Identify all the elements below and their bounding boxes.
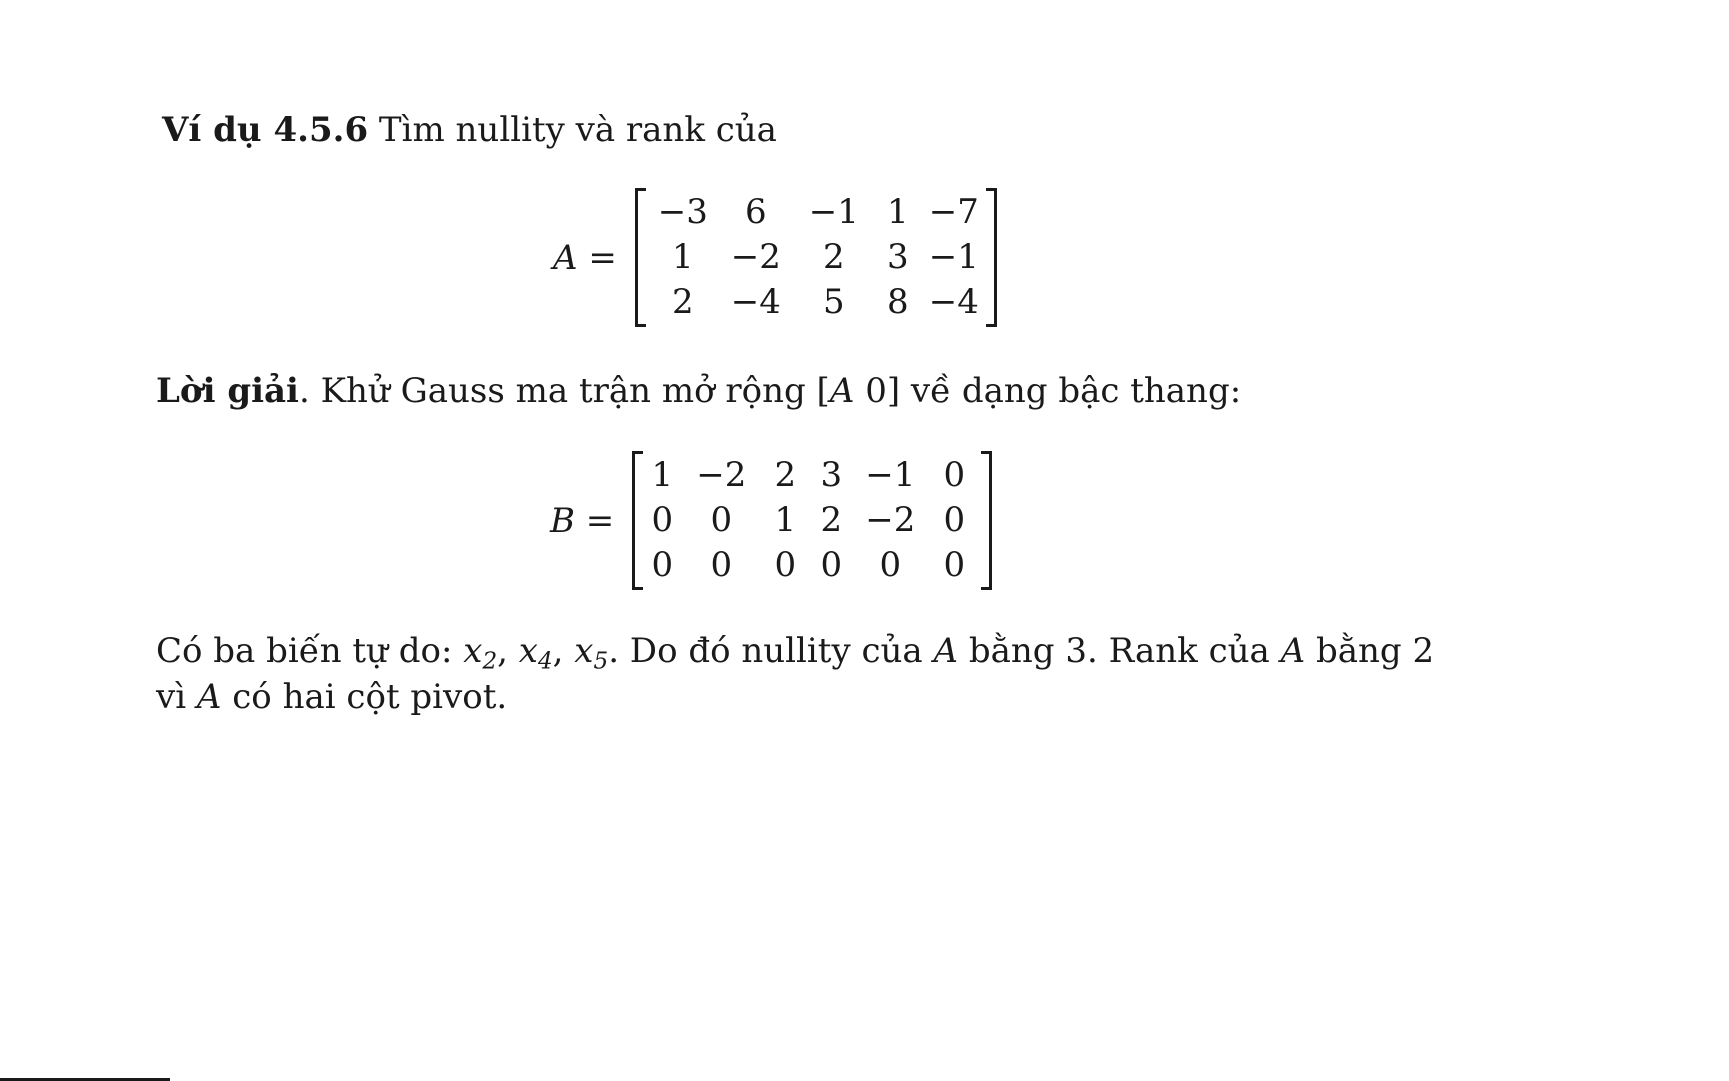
matrix-a-cell-r1-c2: 6 (745, 192, 767, 232)
conclusion-var-3: A (196, 677, 222, 717)
conclusion-text-a: Có ba biến tự do: (156, 631, 464, 671)
matrix-b-cell-r1-c2: −2 (696, 455, 747, 495)
conclusion-line-1: Có ba biến tự do: $x_2$, $x_4$, $x_5$. Do đó nullity của A bằng 3. Rank của A bằng 2 (156, 631, 1435, 675)
matrix-b-cell-r3-c5: 0 (879, 545, 902, 585)
solution-text-after: 0] về dạng bậc thang: (854, 371, 1242, 411)
matrix-b-cell-r2-c3: 1 (774, 500, 797, 540)
matrix-a-cell-r3-c5: −4 (928, 282, 979, 322)
matrix-b-cell-r1-c3: 2 (774, 455, 797, 495)
matrix-a (635, 188, 997, 327)
matrix-a-cell-r1-c1: −3 (657, 192, 708, 232)
matrix-a-cell-r1-c5: −7 (928, 192, 979, 232)
conclusion-text-d: bằng 2 (1305, 631, 1435, 671)
matrix-a-cell-r3-c3: 5 (823, 282, 845, 322)
conclusion-var-1: A (933, 631, 959, 671)
example-label: Ví dụ 4.5.6 (162, 110, 369, 150)
matrix-b-cell-r2-c6: 0 (943, 500, 966, 540)
matrix-a-cell-r2-c2: −2 (730, 237, 781, 277)
solution-line (156, 371, 1242, 411)
matrix-a-cell-r3-c2: −4 (730, 282, 781, 322)
conclusion-text-f: có hai cột pivot. (221, 677, 508, 717)
matrix-a-lhs: A = (553, 237, 617, 278)
conclusion-text-b: . Do đó nullity của (608, 631, 934, 671)
example-text: Tìm nullity và rank của (378, 110, 777, 150)
matrix-a-cell-r2-c3: 2 (823, 237, 845, 277)
free-var-3: $x_5$ (574, 631, 609, 675)
conclusion-text-e: vì (156, 677, 197, 717)
matrix-b-cell-r2-c2: 0 (710, 500, 733, 540)
solution-label: Lời giải (156, 371, 299, 411)
solution-var: A (829, 371, 855, 411)
matrix-a-cell-r3-c1: 2 (672, 282, 694, 322)
matrix-b-cell-r1-c5: −1 (865, 455, 916, 495)
matrix-b-cell-r2-c1: 0 (651, 500, 674, 540)
free-var-2: $x_4$ (518, 631, 553, 675)
matrix-b-cell-r3-c4: 0 (820, 545, 843, 585)
matrix-a-cell-r1-c3: −1 (808, 192, 859, 232)
matrix-b-cell-r1-c4: 3 (820, 455, 843, 495)
matrix-b-equation (550, 451, 992, 590)
conclusion-var-2: A (1280, 631, 1306, 671)
matrix-b-cell-r1-c1: 1 (651, 455, 674, 495)
matrix-b-cell-r2-c5: −2 (865, 500, 916, 540)
matrix-b-cell-r3-c2: 0 (710, 545, 733, 585)
matrix-b-cell-r3-c3: 0 (774, 545, 797, 585)
matrix-b-lhs: B = (550, 500, 615, 541)
matrix-a-cell-r1-c4: 1 (887, 192, 909, 232)
solution-text-before: . Khử Gauss ma trận mở rộng [ (298, 371, 830, 411)
conclusion-line-2 (156, 677, 508, 717)
matrix-a-cell-r2-c1: 1 (672, 237, 694, 277)
matrix-a-equation (553, 188, 997, 327)
matrix-a-cell-r3-c4: 8 (887, 282, 909, 322)
matrix-a-cell-r2-c4: 3 (887, 237, 909, 277)
matrix-b-cell-r3-c1: 0 (651, 545, 674, 585)
matrix-b-cell-r2-c4: 2 (820, 500, 843, 540)
conclusion-text-c: bằng 3. Rank của (958, 631, 1281, 671)
matrix-b-cell-r3-c6: 0 (943, 545, 966, 585)
example-heading (162, 110, 777, 150)
free-var-1: $x_2$ (463, 631, 498, 675)
matrix-b (632, 451, 992, 590)
matrix-a-cell-r2-c5: −1 (928, 237, 979, 277)
matrix-b-cell-r1-c6: 0 (943, 455, 966, 495)
